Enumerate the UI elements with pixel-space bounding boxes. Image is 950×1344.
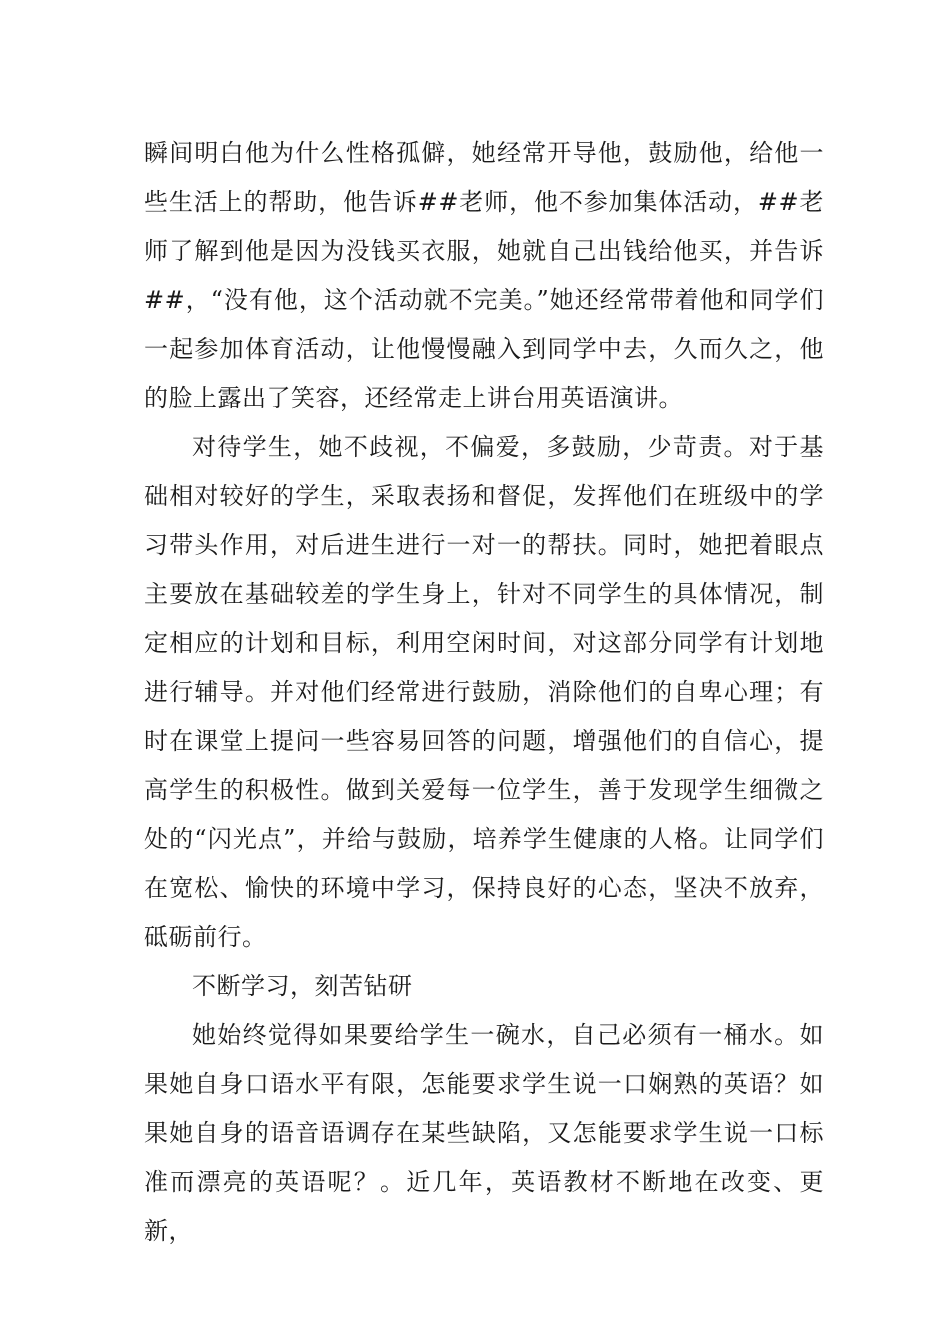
paragraph-treating-students: 对待学生，她不歧视，不偏爱，多鼓励，少苛责。对于基础相对较好的学生，采取表扬和督促，发挥他们在班级中的学习带头作用，对后进生进行一对一的帮扶。同时，她把着眼点主要放在基础较差的学生身上，针对不同学生的具体情况，制定相应的计划和目标，利用空闲时间，对这部分同学有计划地进行辅导。并对他们经常进行鼓励，消除他们的自卑心理；有时在课堂上提问一些容易回答的问题，增强他们的自信心，提高学生的积极性。做到关爱每一位学生，善于发现学生细微之处的“闪光点”，并给与鼓励，培养学生健康的人格。让同学们在宽松、愉快的环境中学习，保持良好的心态，坚决不放弃，砥砺前行。 — [144, 433, 824, 951]
paragraph-continued: 瞬间明白他为什么性格孤僻，她经常开导他，鼓励他，给他一些生活上的帮助，他告诉##老师，他不参加集体活动，##老师了解到他是因为没钱买衣服，她就自己出钱给他买，并告诉##，“没有他，这个活动就不完美。”她还经常带着他和同学们一起参加体育活动，让他慢慢融入到同学中去，久而久之，他的脸上露出了笑容，还经常走上讲台用英语演讲。 — [144, 139, 824, 412]
section-heading: 不断学习，刻苦钻研 — [192, 972, 413, 1000]
document-page — [144, 129, 824, 1256]
paragraph-continuous-learning: 她始终觉得如果要给学生一碗水，自己必须有一桶水。如果她自身口语水平有限，怎能要求学生说一口娴熟的英语？如果她自身的语音语调存在某些缺陷，又怎能要求学生说一口标准而漂亮的英语呢？。近几年，英语教材不断地在改变、更新， — [144, 1021, 824, 1245]
